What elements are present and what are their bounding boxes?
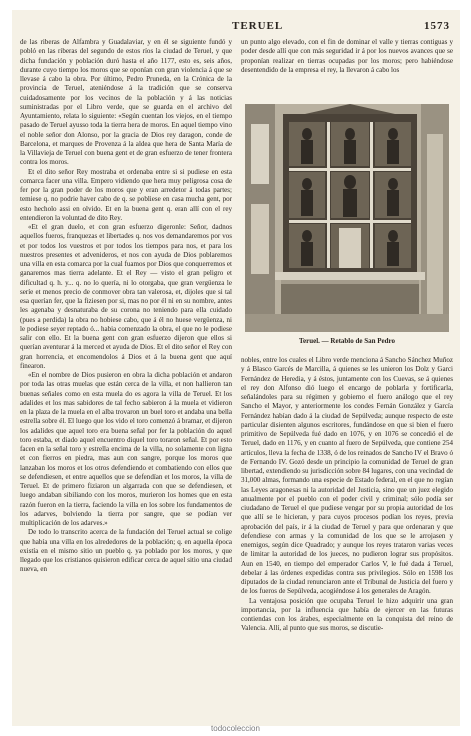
paragraph: nobles, entre los cuales el Libro verde menciona á Sancho Sánchez Muñoz y á Blasco Garcés de Marcilla, á quienes se les unieron los Dolz y Garci Fernández de Heredia, y á éstos, juntamente con los Cuevas, se á quienes el rey don Alfonso dió luego el encargo de poblarla y fortificarla, señalándoles para su régimen y gobierno el fuero análogo que el rey Sancho el Mayor, y anteriormente los condes Fernán González y García Fernández habían dado á la ciudad de Sepúlveda; aunque respecto de este particular disienten algunos escritores, fundándose en que si bien el fuero primitivo de Sepúlveda fué dado en 1076, y en 1076 se concedió el de Teruel, dado en 1176, y en cuanto al fuero de Sepúlveda, que contiene 254 artículos, lleva la fecha de 1338, ó de los reinados de Sancho IV el Bravo ó de Fernando IV. Gozó desde un principio la comunidad de Teruel de gran libertad, extendiendo su jurisdicción sobre 84 lugares, con una vecindad de 31,000 almas, formando una especie de Estado federal, en el que no regían las Leyes aragonesas ni la autoridad del Justicia, sino que un juez elegido anualmente por el pueblo con el poder civil y criminal; sólo podía ser ciudadano de Teruel el que pudiese vengar por su propia autoridad de los que allí se le hicieran, y para cuyos procesos podían los reyes, previa aprobación del país, ir á la ciudad de Teruel y para que ordenaran y que defendiese con armas y la comunidad de los que se le arrojasen y enemigos, según dice Quadrado; y aunque los reyes trataron varias veces de limitar la autoridad de los jueces, no pudieron lograr sus propósitos. Aun en 1540, en tiempo del emperador Carlos V, le fué dada á Teruel, debelar á las órdenes expedidas contra sus privilegios. Sólo en 1598 los diputados de la ciudad renunciaron ante el Tribunal de Justicia del fuero y de los fueros de Sepúlveda, acogiéndose á los generales de Aragón. bbox=[241, 356, 453, 596]
figure-caption: Teruel. — Retablo de San Pedro bbox=[298, 337, 396, 345]
paragraph: un punto algo elevado, con el fin de dominar el valle y tierras contiguas y poder desde allí que con más seguridad ir á por los nuevos avances que se proponían realizar en tierras ocupadas por los moros; pero habiéndose desentendido de la empresa el rey, la llevaron á cabo los bbox=[241, 38, 453, 74]
paragraph: de las riberas de Alfambra y Guadalaviar, y en él se siguiente fundó y pobló en las riberas del segundo de estos ríos la ciudad de Teruel, y que dicha fundación y población duró hasta el año 1177, esto es, seis años, durante cuyo tiempo los moros que se oponían con gran violencia á que se llevase á cabo la obra. Por último, Pedro Pruneda, en la Crónica de la provincia de Teruel, ateniéndose á la tradición que se conserva cuidadosamente por los vecinos de la población y á las noticias suministradas por el Libro verde, que se guarda en el archivo del Ayuntamiento, relata lo siguiente: «Según cuentan los viejos, en el tiempo pasado de Teruel ayusso toda la tierra hera de moros. En aquel tiempo vino el noble señor don Alonso, por la gracia de Dios rey daragon, conde de Barcelona, et marques de Provenza á la aldea que hera de Santa María de la Villavieja de Teruel con buena gent et de gran esfuerzo de tener frontera contra los moros. bbox=[20, 38, 232, 167]
right-column-top bbox=[241, 38, 453, 75]
paragraph: Et el dito señor Rey mostraba et ordenaba entre si si pudiese en esta comarca facer una villa. Empero vidiendo que hera muy peligrosa cosa de fer por la gran poder de los moros que y eran arredetor á todas partes; temiese q. no podrie haver cabo de q. se pobliese en casa mucha gent, por esto hecholo assi en olvido. Et en la buena gent q. eran allí con el rey entendieron la voluntad de dito Rey. bbox=[20, 167, 232, 222]
paragraph: «En el nombre de Dios pusieron en obra la dicha población et andaron por toda las otras muelas que están cerca de la villa, et non hallieron tan buenas señales como en esta muela do es agora la villa de Teruel. Et los adalides et los mas sabidores de tal fecho sabieron á la muela et vidieron en la plaza de la muela en el alba trovaron un buel toro et andaba una bella estrella sobre él. El luego que los vido el toro comenzó á bramar, et dijeron los adalides que aquel toro era buena señal por fer la población do aquel toro estaba, et diado aquel encuentro diquel toro toraron señal. Et por esto facen en la señal toro y estrella encima de la villa, no solamente con ligna et con fierros en piedra, mas aun con sangre, porque los moros que lanzaban los moros et los otros defendiendo et combatiendo con ellos que se defendiesen, et entre aquellos que se defendían et los moros, la villa de Teruel. Et de primero fiziaron un algarrada con que se defendiesen, et luego andaban sibiliando con los moros, murieron los homes que en esta razón fueron en la tierra, faciendo la villa en los sobre los fundamentos de los adarves, bolviendo la tierra por sangre, que se podían ver multiplicación de los adarves.» bbox=[20, 371, 232, 527]
altarpiece-photo bbox=[245, 104, 449, 332]
page-header bbox=[20, 20, 450, 34]
paragraph: De todo lo transcrito acerca de la fundación del Teruel actual se colige que había una villa en los alrededores de la población; q. en aquella época existía en el mismo sitio un pueblo q. ya poblado por los moros, y que llegado que los cristianos quisieron edificar cerca de aquel sitio una ciudad nueva, en bbox=[20, 528, 232, 574]
altarpiece-illustration bbox=[245, 104, 449, 332]
watermark: todocoleccion bbox=[211, 724, 260, 733]
left-column bbox=[20, 38, 232, 575]
paragraph: La ventajosa posición que ocupaba Teruel le hizo adquirir una gran importancia, por la influencia que había de ejercer en las futuras contiendas con los árabes, especialmente en la conquista del reino de Valencia. Allí, al punto que sus moros, se discutie- bbox=[241, 596, 453, 633]
document-page bbox=[12, 10, 460, 726]
right-column-bottom bbox=[241, 356, 453, 634]
running-title: TERUEL bbox=[232, 20, 284, 32]
page-number: 1573 bbox=[424, 20, 450, 32]
paragraph: «Et el gran duelo, et con gran esfuerzo digeronle: Señor, dadnos aquellos fueros, franquezas et libertades q. nos vos demandaremos por vos et por todos los vuestros et por todos los tiempos para nos, et para los nuestros presentes et advenideros, et nos con ayuda de Dios poblaremos una villa en esta comarca por la cual fuamos por Dios que conquerremos et ganaremos mas tierra adelante. Et el Rey — visto el gran peligro et dificultad q. h. y... q. no lo quería, ni lo otorgaba, que gran vergüenza le seríe et menos precio de conmover obra tan valerosa, et, dijoles que si tal esa querían fer, que la fiziesen por si, mas no por él ni en su nombre, antes les agenaba y desnaturaba de su corona no teniendo para ella cuidado (pues a perdida) la obra no hobiese cabo, que á él no huese vergüenza, ni le podiese seyer reptado ó... habia comenzado la obra, el que no le podiese salir con ello. Et la buena gent con gran esfuerzo dijeron que ellos si querían aventurar á la merced et ayuda de Dios. Et el dito señor el Rey con gran horrencia, et encomendolos á Dios et á la buena gent que aquí finearon. bbox=[20, 223, 232, 370]
